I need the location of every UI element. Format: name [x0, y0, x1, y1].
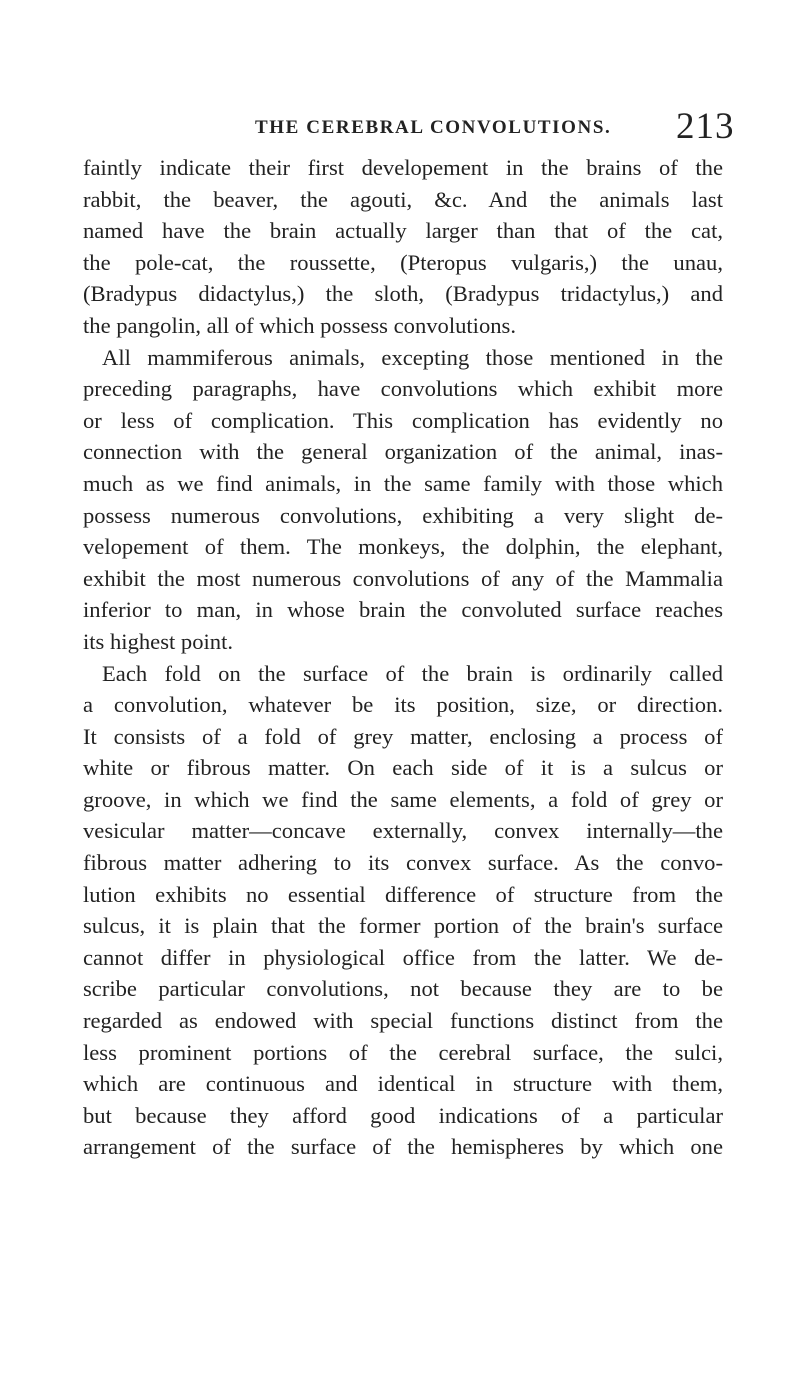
text-line: Each fold on the surface of the brain is ordinarily called: [102, 660, 723, 686]
running-title: THE CEREBRAL CONVOLUTIONS.: [255, 117, 612, 138]
text-line: sulcus, it is plain that the former portion of the brain's surface: [83, 913, 723, 939]
text-line: scribe particular convolutions, not because they are to be: [83, 976, 723, 1002]
text-line: possess numerous convolutions, exhibiting a very slight de-: [83, 502, 723, 528]
text-line: vesicular matter—concave externally, convex internally—the: [83, 818, 723, 844]
text-line: the pangolin, all of which possess convolutions.: [83, 312, 516, 338]
running-head: [0, 105, 800, 145]
text-line: inferior to man, in whose brain the convoluted surface reaches: [83, 597, 723, 623]
text-line: its highest point.: [83, 628, 234, 654]
text-line: fibrous matter adhering to its convex surface. As the convo-: [83, 850, 723, 876]
text-line: or less of complication. This complication has evidently no: [83, 407, 723, 433]
text-line: much as we find animals, in the same family with those which: [83, 470, 723, 496]
text-line: rabbit, the beaver, the agouti, &c. And the animals last: [83, 186, 723, 212]
text-line: cannot differ in physiological office from the latter. We de-: [83, 944, 723, 970]
text-line: faintly indicate their first developement in the brains of the: [83, 155, 723, 180]
text-line: All mammiferous animals, excepting those mentioned in the: [102, 344, 723, 370]
text-line: white or fibrous matter. On each side of it is a sulcus or: [83, 755, 723, 781]
text-line: regarded as endowed with special functions distinct from the: [83, 1008, 723, 1034]
text-line: velopement of them. The monkeys, the dolphin, the elephant,: [83, 534, 723, 560]
body-text: [83, 152, 723, 1163]
page-number: 213: [676, 106, 735, 147]
text-line: groove, in which we find the same elements, a fold of grey or: [83, 786, 723, 812]
text-line: (Bradypus didactylus,) the sloth, (Bradypus tridactylus,) and: [83, 281, 723, 307]
text-line: a convolution, whatever be its position, size, or direction.: [83, 692, 723, 718]
text-line: but because they afford good indications of a particular: [83, 1102, 723, 1128]
text-line: preceding paragraphs, have convolutions which exhibit more: [83, 376, 723, 402]
text-line: arrangement of the surface of the hemispheres by which one: [83, 1134, 723, 1160]
text-line: named have the brain actually larger than that of the cat,: [83, 218, 723, 244]
text-line: the pole-cat, the roussette, (Pteropus vulgaris,) the unau,: [83, 249, 723, 275]
text-line: exhibit the most numerous convolutions of any of the Mammalia: [83, 565, 723, 591]
text-line: less prominent portions of the cerebral surface, the sulci,: [83, 1039, 723, 1065]
text-line: connection with the general organization of the animal, inas-: [83, 439, 723, 465]
text-line: lution exhibits no essential difference of structure from the: [83, 881, 723, 907]
text-line: which are continuous and identical in structure with them,: [83, 1071, 723, 1097]
text-line: It consists of a fold of grey matter, enclosing a process of: [83, 723, 723, 749]
